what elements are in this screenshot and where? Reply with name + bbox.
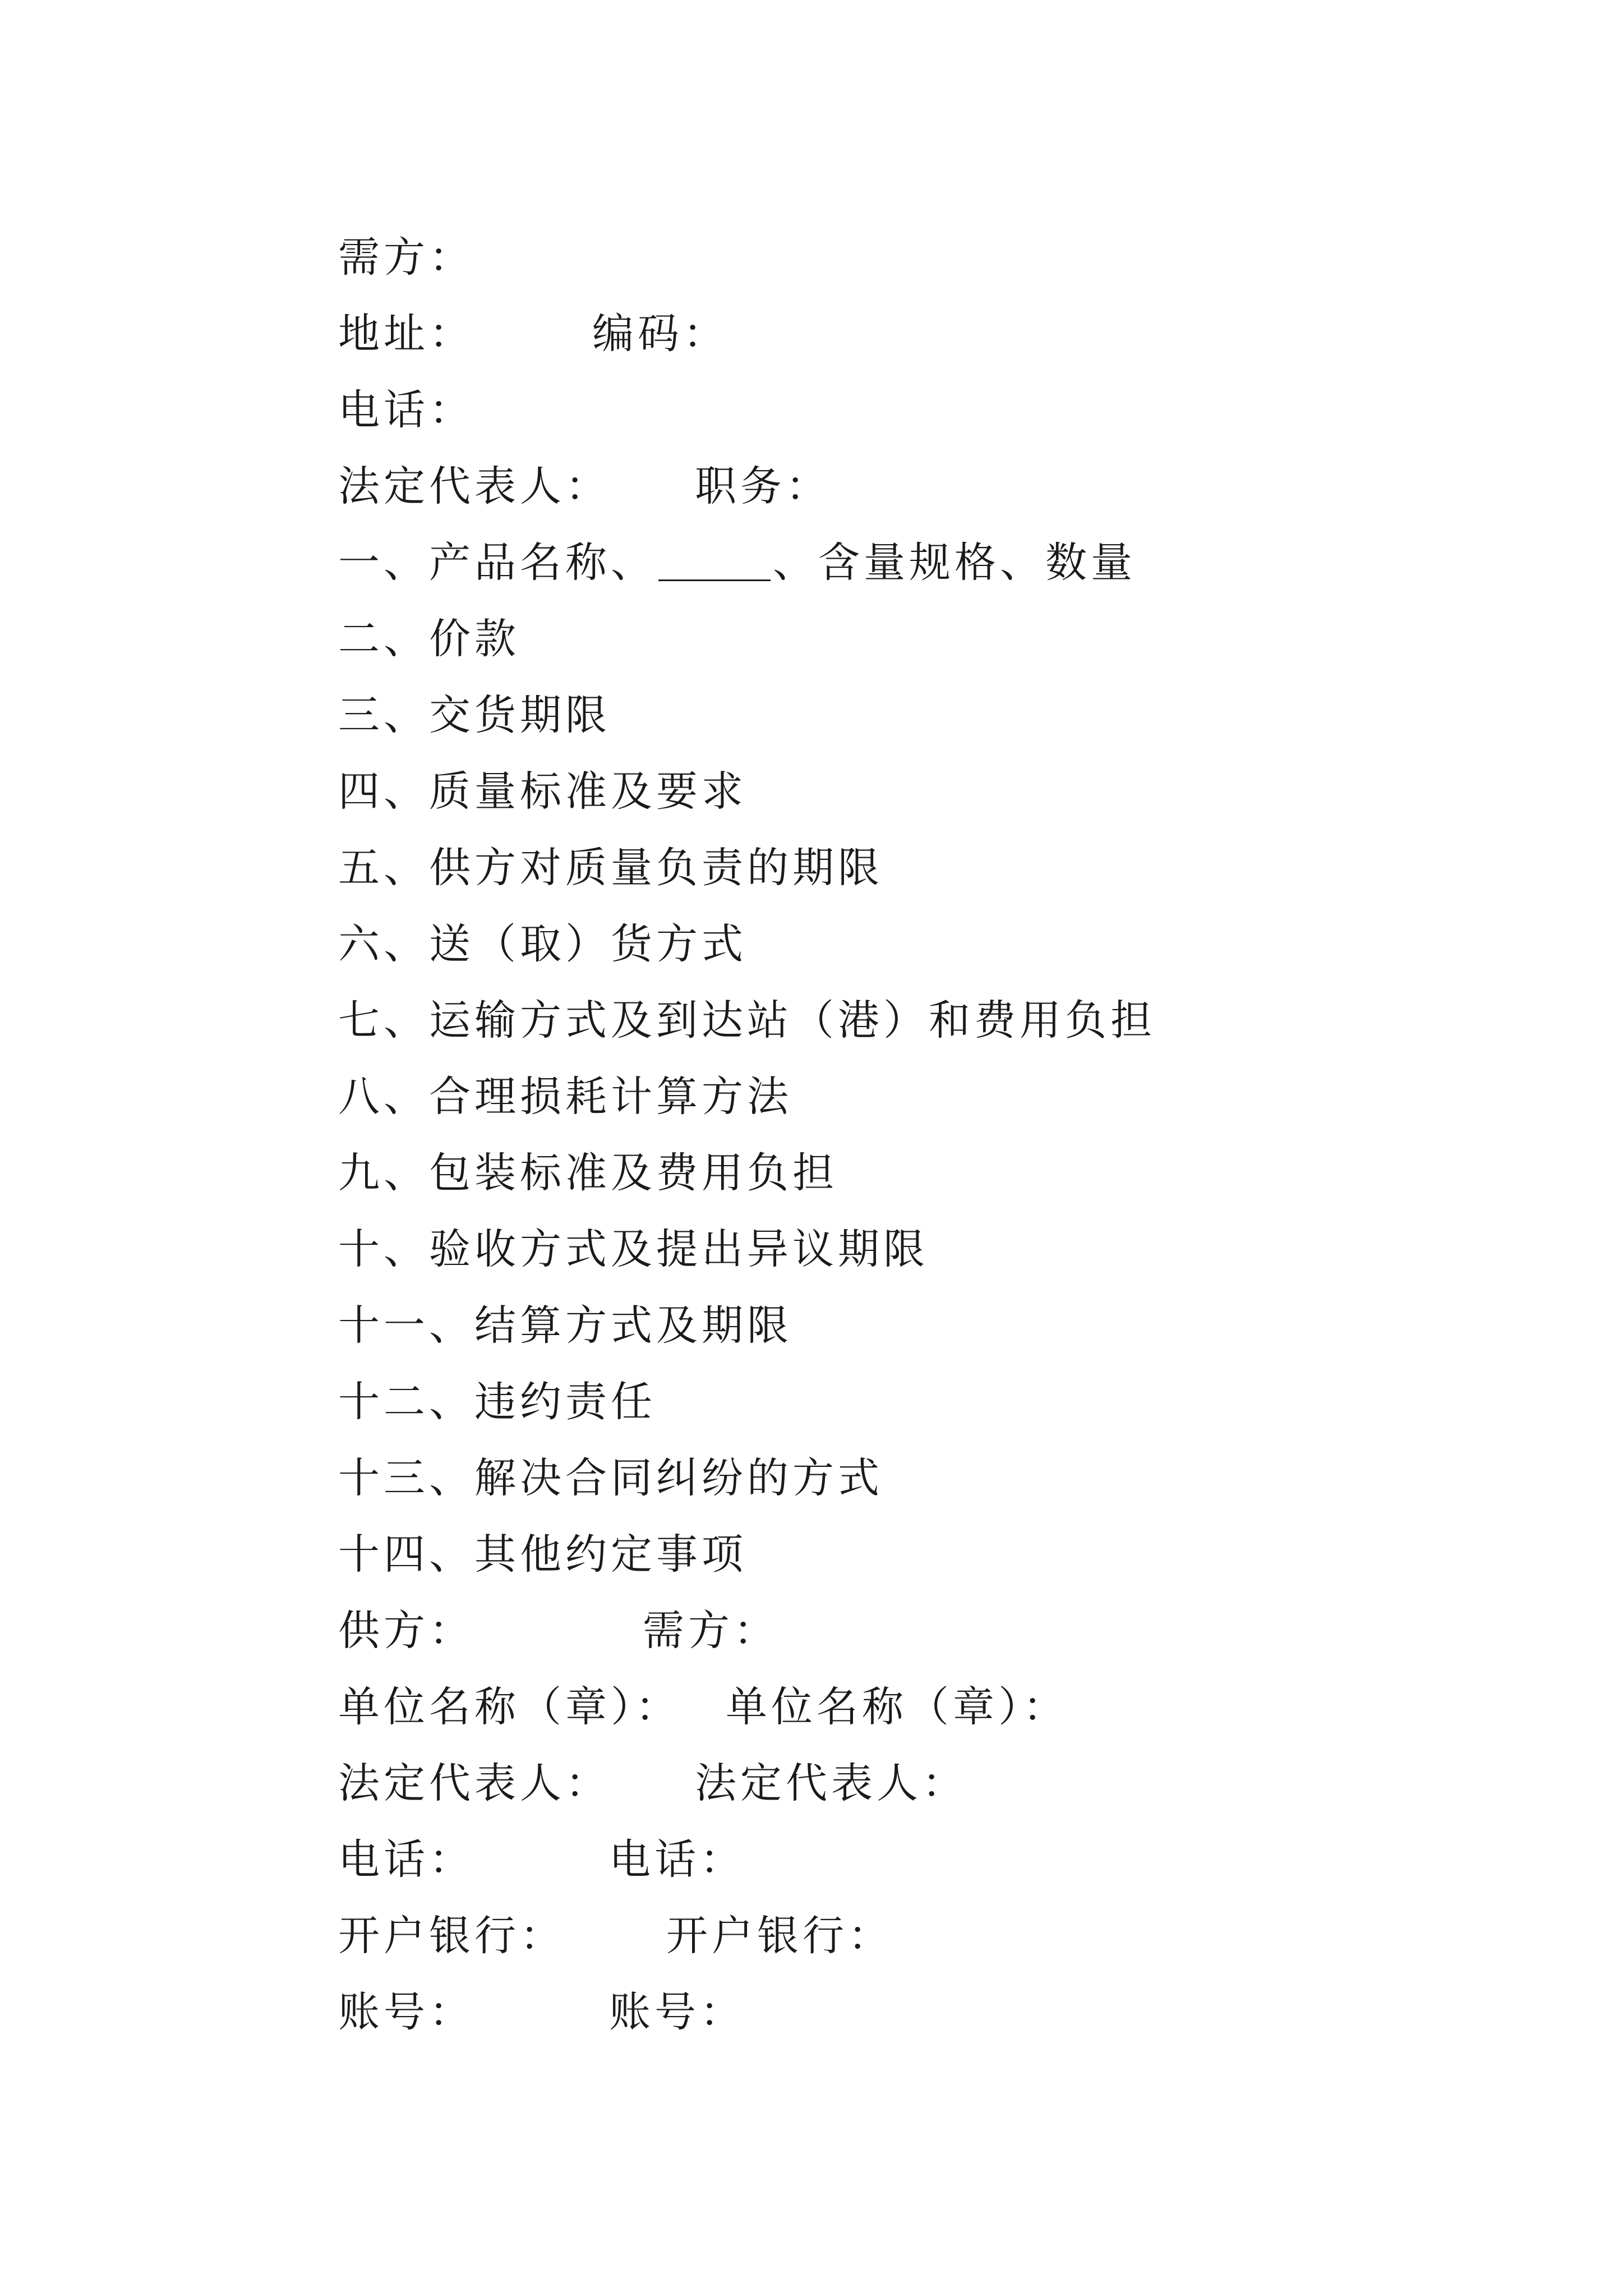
- signature-legal-rep-line: [338, 1742, 1572, 1818]
- supplier-account-label: 账号：: [338, 1988, 474, 2036]
- clause-13: [338, 1437, 1572, 1513]
- clause-5-text: 五、供方对质量负责的期限: [338, 844, 883, 892]
- supplier-phone-label: 电话：: [338, 1835, 474, 1884]
- clause-10-text: 十、验收方式及提出异议期限: [338, 1225, 929, 1273]
- address-label: 地址：: [338, 310, 474, 358]
- clause-11-text: 十一、结算方式及期限: [338, 1301, 792, 1350]
- phone-label: 电话：: [338, 386, 474, 434]
- clause-3-text: 三、交货期限: [338, 691, 611, 739]
- clause-14-text: 十四、其他约定事项: [338, 1530, 747, 1579]
- signature-parties-line: [338, 1589, 1572, 1665]
- clause-9: [338, 1131, 1572, 1208]
- clause-4-text: 四、质量标准及要求: [338, 767, 747, 816]
- clause-7-text: 七、运输方式及到达站（港）和费用负担: [338, 996, 1156, 1045]
- clause-4: [338, 750, 1572, 826]
- buyer-legal-rep-label: 法定代表人：: [695, 1759, 967, 1807]
- clause-12-text: 十二、违约责任: [338, 1378, 656, 1426]
- fill-in-blank: [658, 538, 771, 581]
- buyer-unit-name-label: 单位名称（章）：: [726, 1683, 1068, 1731]
- clause-13-text: 十三、解决合同纠纷的方式: [338, 1454, 883, 1502]
- clause-8: [338, 1055, 1572, 1131]
- clause-10: [338, 1208, 1572, 1284]
- supplier-bank-label: 开户银行：: [338, 1912, 565, 1960]
- clause-1-prefix: 一、产品名称、: [338, 539, 656, 587]
- clause-8-text: 八、合理损耗计算方法: [338, 1073, 792, 1121]
- clause-12: [338, 1360, 1572, 1437]
- buyer-label: 需方：: [338, 233, 474, 282]
- buyer-bank-label: 开户银行：: [666, 1912, 893, 1960]
- contract-body: [338, 216, 1572, 2047]
- address-line: [338, 292, 1572, 369]
- clause-6-text: 六、送（取）货方式: [338, 920, 747, 968]
- supplier-unit-name-label: 单位名称（章）：: [338, 1683, 681, 1731]
- buyer-phone-label: 电话：: [609, 1835, 745, 1884]
- legal-rep-line: [338, 445, 1572, 521]
- signature-phone-line: [338, 1818, 1572, 1894]
- buyer-account-label: 账号：: [609, 1988, 745, 2036]
- buyer-line: [338, 216, 1572, 292]
- phone-line: [338, 369, 1572, 445]
- clause-2: [338, 597, 1572, 674]
- clause-9-text: 九、包装标准及费用负担: [338, 1149, 838, 1197]
- clause-1: [338, 521, 1572, 597]
- clause-6: [338, 903, 1572, 979]
- clause-11: [338, 1284, 1572, 1360]
- clause-5: [338, 826, 1572, 903]
- clause-7: [338, 979, 1572, 1055]
- clause-3: [338, 674, 1572, 750]
- signature-account-line: [338, 1971, 1572, 2047]
- legal-rep-label: 法定代表人：: [338, 462, 611, 510]
- supplier-label: 供方：: [338, 1607, 474, 1655]
- signature-bank-line: [338, 1894, 1572, 1971]
- position-label: 职务：: [695, 462, 831, 510]
- signature-buyer-label: 需方：: [643, 1607, 779, 1655]
- clause-14: [338, 1513, 1572, 1589]
- clause-2-text: 二、价款: [338, 615, 520, 663]
- clause-1-suffix: 、含量规格、数量: [773, 539, 1136, 587]
- supplier-legal-rep-label: 法定代表人：: [338, 1759, 611, 1807]
- postcode-label: 编码：: [592, 310, 728, 358]
- unit-name-line: [338, 1665, 1572, 1742]
